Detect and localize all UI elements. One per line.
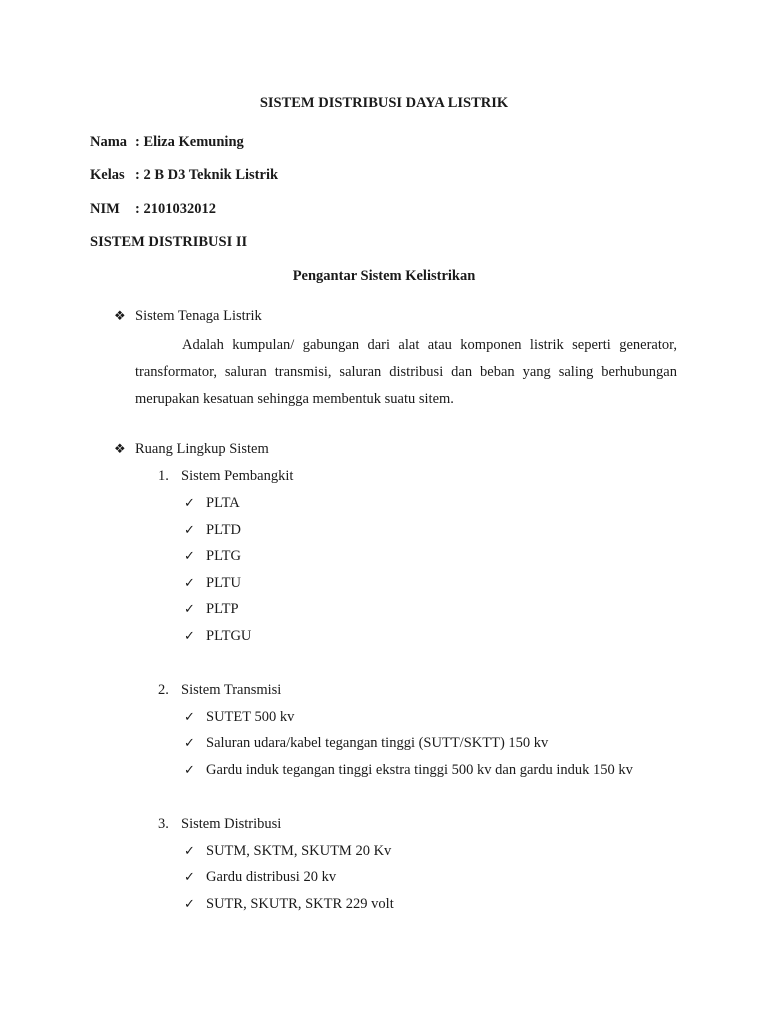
info-value: : Eliza Kemuning: [135, 134, 244, 150]
subsection-title: Sistem Pembangkit: [181, 468, 294, 484]
check-icon: ✓: [184, 709, 195, 724]
info-row-nama: [90, 133, 244, 151]
check-icon: ✓: [184, 869, 195, 884]
subsection-number: 3.: [158, 816, 169, 832]
diamond-bullet-icon: ❖: [114, 441, 126, 456]
info-row-kelas: [90, 166, 278, 184]
check-icon: ✓: [184, 601, 195, 616]
section-paragraph: [135, 332, 677, 413]
list-item: Gardu distribusi 20 kv: [206, 869, 337, 885]
section-ruang-lingkup-sistem: [114, 440, 126, 458]
subsection-number: 1.: [158, 468, 169, 484]
list-item: SUTR, SKUTR, SKTR 229 volt: [206, 896, 394, 912]
list-item: Gardu induk tegangan tinggi ekstra tinggi 500 kv dan gardu induk 150 kv: [206, 762, 633, 778]
list-item: PLTD: [206, 522, 241, 538]
check-icon: ✓: [184, 495, 195, 510]
check-icon: ✓: [184, 522, 195, 537]
list-item: PLTU: [206, 575, 241, 591]
subsection-title: Sistem Transmisi: [181, 682, 282, 698]
section-title: Ruang Lingkup Sistem: [135, 441, 269, 457]
info-label: Nama: [90, 134, 128, 150]
info-label: Kelas: [90, 167, 125, 183]
info-row-nim: [90, 200, 216, 218]
list-item: PLTA: [206, 495, 240, 511]
section-heading: Pengantar Sistem Kelistrikan: [292, 268, 476, 284]
document-subtitle: SISTEM DISTRIBUSI II: [90, 234, 248, 250]
check-icon: ✓: [184, 896, 195, 911]
check-icon: ✓: [184, 628, 195, 643]
paragraph-text: Adalah kumpulan/ gabungan dari alat atau komponen listrik seperti generator, transformator, saluran transmisi, saluran distribusi dan beban yang saling berhubungan merupakan kesatuan sehingga membentuk suatu sitem.: [135, 337, 677, 407]
info-value: : 2101032012: [135, 201, 216, 217]
list-item: SUTET 500 kv: [206, 709, 295, 725]
list-item: Saluran udara/kabel tegangan tinggi (SUTT/SKTT) 150 kv: [206, 735, 549, 751]
list-item: PLTGU: [206, 628, 252, 644]
subsection-title: Sistem Distribusi: [181, 816, 282, 832]
section-sistem-tenaga-listrik: [114, 307, 126, 325]
info-label: NIM: [90, 201, 120, 217]
check-icon: ✓: [184, 575, 195, 590]
check-icon: ✓: [184, 762, 195, 777]
info-value: : 2 B D3 Teknik Listrik: [135, 167, 279, 183]
list-item: SUTM, SKTM, SKUTM 20 Kv: [206, 843, 392, 859]
list-item: PLTP: [206, 601, 239, 617]
section-title: Sistem Tenaga Listrik: [135, 308, 262, 324]
check-icon: ✓: [184, 843, 195, 858]
document-title: SISTEM DISTRIBUSI DAYA LISTRIK: [259, 95, 509, 111]
subsection-number: 2.: [158, 682, 169, 698]
check-icon: ✓: [184, 548, 195, 563]
check-icon: ✓: [184, 735, 195, 750]
diamond-bullet-icon: ❖: [114, 308, 126, 323]
list-item: PLTG: [206, 548, 241, 564]
